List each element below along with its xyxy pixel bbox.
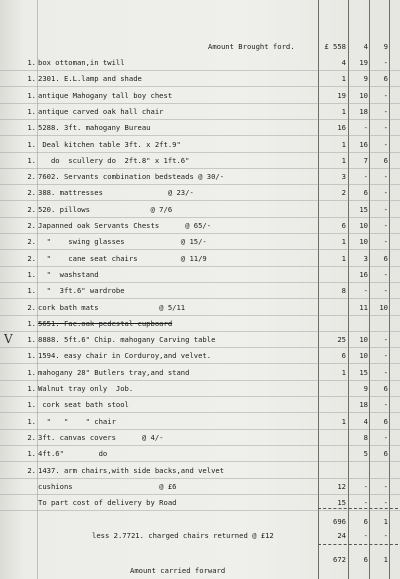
item-shillings: - xyxy=(363,481,368,491)
item-pounds: 19 xyxy=(337,90,346,100)
ledger-row xyxy=(0,70,400,87)
item-pence: - xyxy=(383,188,388,198)
ledger-row xyxy=(0,54,400,71)
item-qty: 1. xyxy=(27,286,36,296)
item-qty: 1. xyxy=(27,400,36,410)
item-pence: 6 xyxy=(383,449,388,459)
item-shillings: 3 xyxy=(363,253,368,263)
ledger-row xyxy=(0,119,400,136)
item-pence: - xyxy=(383,58,388,67)
item-shillings: 16 xyxy=(359,269,368,279)
ledger-row xyxy=(0,380,400,397)
item-pence: 6 xyxy=(383,74,388,84)
item-qty: 1. xyxy=(27,106,36,116)
item-description: 7602. Servants combination bedsteads @ 30/- xyxy=(38,172,225,182)
item-shillings: - xyxy=(363,123,368,133)
item-description: " cane seat chairs @ 11/9 xyxy=(38,253,207,263)
item-shillings: 9 xyxy=(363,74,368,84)
less-shillings: - xyxy=(363,531,368,540)
ledger-row xyxy=(0,103,400,120)
item-shillings: 6 xyxy=(363,188,368,198)
ledger-row xyxy=(0,331,400,348)
item-pence: 6 xyxy=(383,253,388,263)
less-pence: - xyxy=(383,531,388,540)
subtotal-rule xyxy=(318,508,398,509)
total-pounds: 672 xyxy=(333,555,346,564)
item-qty: 1. xyxy=(27,74,36,84)
ledger-row xyxy=(0,136,400,153)
item-pence: - xyxy=(383,172,388,182)
item-pounds: 3 xyxy=(341,172,346,182)
item-pence: - xyxy=(383,221,388,230)
item-pence: - xyxy=(383,432,388,442)
ledger-row xyxy=(0,168,400,185)
item-description: Japanned oak Servants Chests @ 65/- xyxy=(38,221,212,230)
item-qty: 2. xyxy=(27,172,36,182)
item-description: box ottoman,in twill xyxy=(38,58,125,67)
item-pence: - xyxy=(383,367,388,377)
item-pounds: 1 xyxy=(341,237,346,247)
item-pence: - xyxy=(383,237,388,247)
item-shillings: 18 xyxy=(359,106,368,116)
item-shillings: 16 xyxy=(359,139,368,149)
ledger-row xyxy=(0,429,400,446)
total-pence: 1 xyxy=(383,555,388,564)
item-pence: - xyxy=(383,286,388,296)
item-shillings: 10 xyxy=(359,237,368,247)
item-shillings: 11 xyxy=(359,302,368,312)
item-qty: 1. xyxy=(27,351,36,361)
item-description: 5651. Fac.oak pedestal cupboard xyxy=(38,318,173,328)
ledger-row xyxy=(0,396,400,413)
item-pounds: 12 xyxy=(337,481,346,491)
ledger-row xyxy=(0,250,400,267)
item-pounds: 1 xyxy=(341,155,346,165)
item-pence: - xyxy=(383,204,388,214)
total-rule xyxy=(318,544,398,545)
item-pence: - xyxy=(383,139,388,149)
item-qty: 1. xyxy=(27,318,36,328)
item-description: 520. pillows @ 7/6 xyxy=(38,204,173,214)
item-qty: 2. xyxy=(27,188,36,198)
item-description: antique Mahogany tall boy chest xyxy=(38,90,173,100)
item-shillings: 15 xyxy=(359,204,368,214)
ledger-row xyxy=(0,462,400,479)
ledger-row xyxy=(0,347,400,364)
item-description: mahogany 28" Butlers tray,and stand xyxy=(38,367,190,377)
ledger-row xyxy=(0,364,400,381)
item-description: 1594. easy chair in Corduroy,and velvet. xyxy=(38,351,212,361)
item-shillings: 7 xyxy=(363,155,368,165)
item-qty: 2. xyxy=(27,302,36,312)
item-qty: 2. xyxy=(27,237,36,247)
item-description: 1437. arm chairs,with side backs,and velvet xyxy=(38,465,225,475)
item-shillings: 10 xyxy=(359,90,368,100)
item-pence: - xyxy=(383,123,388,133)
item-description: cork bath mats @ 5/11 xyxy=(38,302,186,312)
item-qty: 1. xyxy=(27,90,36,100)
brought-forward-pounds: £ 558 xyxy=(324,42,346,51)
item-description: 3ft. canvas covers @ 4/- xyxy=(38,432,164,442)
item-shillings: 5 xyxy=(363,449,368,459)
item-pounds: 16 xyxy=(337,123,346,133)
item-pence: - xyxy=(383,269,388,279)
item-pounds: 1 xyxy=(341,74,346,84)
item-pounds: 1 xyxy=(341,416,346,426)
ledger-row xyxy=(0,282,400,299)
item-description: 5288. 3ft. mahogany Bureau xyxy=(38,123,151,133)
item-qty: 1. xyxy=(27,416,36,426)
item-pounds: 6 xyxy=(341,351,346,361)
item-pounds: 25 xyxy=(337,335,346,345)
subtotal-pence: 1 xyxy=(383,517,388,526)
item-pounds: 1 xyxy=(341,139,346,149)
item-qty: 1. xyxy=(27,335,36,345)
item-qty: 2. xyxy=(27,204,36,214)
item-description: To part cost of delivery by Road xyxy=(38,498,177,508)
item-shillings: - xyxy=(363,172,368,182)
item-description: " washstand xyxy=(38,269,99,279)
subtotal-pounds: 696 xyxy=(333,517,346,526)
less-pounds: 24 xyxy=(337,531,346,540)
item-pence: - xyxy=(383,90,388,100)
item-description: 4ft.6" do xyxy=(38,449,108,459)
item-qty: 2. xyxy=(27,221,36,230)
ledger-row xyxy=(0,299,400,316)
brought-forward-row xyxy=(0,38,400,55)
item-shillings: 15 xyxy=(359,367,368,377)
item-pounds: 15 xyxy=(337,498,346,508)
item-pounds: 8 xyxy=(341,286,346,296)
brought-forward-shillings: 4 xyxy=(363,42,368,51)
subtotal-shillings: 6 xyxy=(363,517,368,526)
item-pounds: 4 xyxy=(341,58,346,67)
item-shillings: 9 xyxy=(363,384,368,393)
brought-forward-pence: 9 xyxy=(383,42,388,51)
item-qty: 1. xyxy=(27,123,36,133)
less-label: less 2.7721. charged chairs returned @ £12 xyxy=(92,531,274,540)
item-pence: - xyxy=(383,498,388,508)
item-description: Deal kitchen table 3ft. x 2ft.9" xyxy=(38,139,181,149)
item-shillings: 10 xyxy=(359,221,368,230)
item-pence: - xyxy=(383,351,388,361)
ledger-row xyxy=(0,233,400,250)
item-qty: 2. xyxy=(27,253,36,263)
item-pence: 6 xyxy=(383,416,388,426)
item-qty: 1. xyxy=(27,58,36,67)
ledger-row xyxy=(0,87,400,104)
ledger-row xyxy=(0,413,400,430)
ledger-row xyxy=(0,315,400,332)
item-description: Walnut tray only Job. xyxy=(38,384,134,393)
carried-forward-label: Amount carried forward xyxy=(130,566,226,575)
ledger-row xyxy=(0,217,400,234)
item-description: 8888. 5ft.6" Chip. mahogany Carving table xyxy=(38,335,216,345)
item-qty: 1. xyxy=(27,449,36,459)
item-qty: 1. xyxy=(27,139,36,149)
item-description: do scullery do 2ft.8" x 1ft.6" xyxy=(38,155,190,165)
item-pence: - xyxy=(383,481,388,491)
item-pounds: 6 xyxy=(341,221,346,230)
item-description: " swing glasses @ 15/- xyxy=(38,237,207,247)
item-pounds: 1 xyxy=(341,367,346,377)
item-description: 388. mattresses @ 23/- xyxy=(38,188,194,198)
item-description: " 3ft.6" wardrobe xyxy=(38,286,125,296)
item-qty: 1. xyxy=(27,269,36,279)
item-shillings: - xyxy=(363,286,368,296)
ledger-row xyxy=(0,201,400,218)
item-shillings: 10 xyxy=(359,351,368,361)
item-pence: - xyxy=(383,106,388,116)
item-description: 2301. E.L.lamp and shade xyxy=(38,74,142,84)
item-qty: 2. xyxy=(27,432,36,442)
item-pence: 10 xyxy=(379,302,388,312)
less-row xyxy=(0,527,400,544)
item-pounds: 1 xyxy=(341,106,346,116)
ledger-row xyxy=(0,266,400,283)
item-qty: 2. xyxy=(27,465,36,475)
item-shillings: 18 xyxy=(359,400,368,410)
item-description: cushions @ £6 xyxy=(38,481,177,491)
item-pence: 6 xyxy=(383,155,388,165)
brought-forward-label: Amount Brought ford. xyxy=(208,42,295,51)
item-pence: - xyxy=(383,335,388,345)
item-pounds: 1 xyxy=(341,253,346,263)
ledger-row xyxy=(0,152,400,169)
item-qty: 1. xyxy=(27,155,36,165)
item-pence: - xyxy=(383,400,388,410)
item-pounds: 2 xyxy=(341,188,346,198)
item-description: cork seat bath stool xyxy=(38,400,129,410)
item-qty: 1. xyxy=(27,367,36,377)
ledger-row xyxy=(0,478,400,495)
item-shillings: 19 xyxy=(359,58,368,67)
ledger-row xyxy=(0,445,400,462)
item-shillings: 10 xyxy=(359,335,368,345)
total-shillings: 6 xyxy=(363,555,368,564)
item-shillings: 4 xyxy=(363,416,368,426)
item-description: antique carved oak hall chair xyxy=(38,106,164,116)
item-description: " " " chair xyxy=(38,416,116,426)
ledger-row xyxy=(0,184,400,201)
item-pence: 6 xyxy=(383,384,388,393)
margin-tick-mark: V xyxy=(4,332,13,346)
item-qty: 1. xyxy=(27,384,36,393)
item-shillings: - xyxy=(363,498,368,508)
item-shillings: 8 xyxy=(363,432,368,442)
